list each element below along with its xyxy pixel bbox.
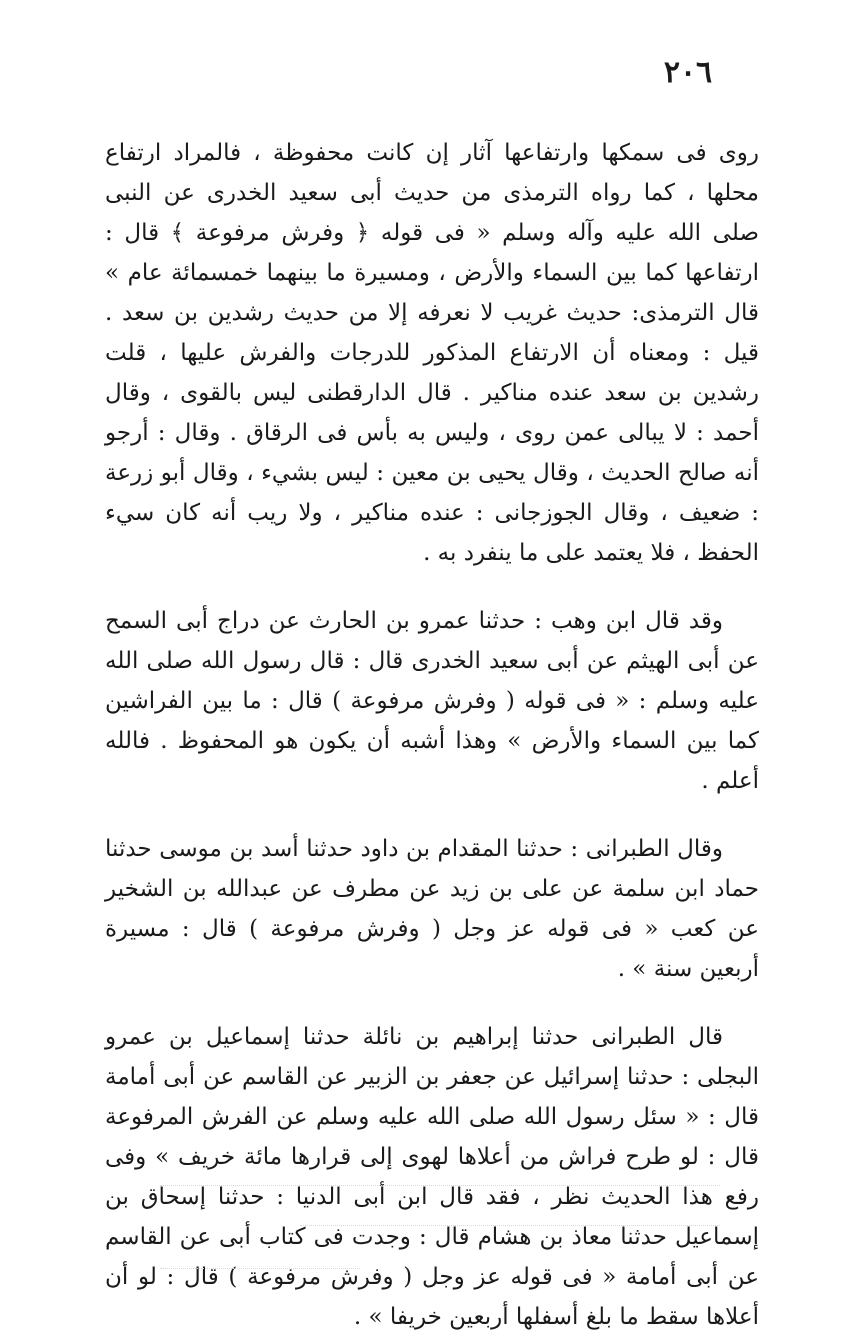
paragraph-1: روى فى سمكها وارتفاعها آثار إن كانت محفوظة ، فالمراد ارتفاع محلها ، كما رواه الترمذى من حديث أبى سعيد الخدرى عن النبى صلى الله عليه وآله وسلم « فى قوله ﴿ وفرش مرفوعة ﴾ قال : ارتفاعها كما بين السماء والأرض ، ومسيرة ما بينهما خمسمائة عام » قال الترمذى: حديث غريب لا نعرفه إلا من حديث رشدين بن سعد . قيل : ومعناه أن الارتفاع المذكور للدرجات والفرش عليها ، قلت رشدين بن سعد عنده مناكير . قال الدارقطنى ليس بالقوى ، وقال أحمد : لا يبالى عمن روى ، وليس به بأس فى الرقاق . وقال : أرجو أنه صالح الحديث ، وقال يحيى بن معين : ليس بشيء ، وقال أبو زرعة : ضعيف ، وقال الجوزجانى : عنده مناكير ، ولا ريب أنه كان سيء الحفظ ، فلا يعتمد على ما ينفرد به .: [105, 140, 759, 566]
paragraph-4: قال الطبرانى حدثنا إبراهيم بن نائلة حدثنا إسماعيل بن عمرو البجلى : حدثنا إسرائيل عن جعفر بن الزبير عن القاسم عن أبى أمامة قال : « سئل رسول الله صلى الله عليه وسلم عن الفرش المرفوعة قال : لو طرح فراش من أعلاها لهوى إلى قرارها مائة خريف » وفى رفع هذا الحديث نظر ، فقد قال ابن أبى الدنيا : حدثنا إسحاق بن إسماعيل حدثنا معاذ بن هشام قال : وجدت فى كتاب أبى عن القاسم عن أبى أمامة « فى قوله عز وجل ( وفرش مرفوعة ) قال : لو أن أعلاها سقط ما بلغ أسفلها أربعين خريفا » .: [105, 1024, 759, 1330]
body-text: [105, 133, 759, 1337]
bleed-through-mark: [160, 1268, 360, 1270]
page-number: ٢٠٦: [663, 55, 713, 90]
paragraph-2: وقد قال ابن وهب : حدثنا عمرو بن الحارث عن دراج أبى السمح عن أبى الهيثم عن أبى سعيد الخدرى قال : قال رسول الله صلى الله عليه وسلم : « فى قوله ( وفرش مرفوعة ) قال : ما بين الفراشين كما بين السماء والأرض » وهذا أشبه أن يكون هو المحفوظ . فالله أعلم .: [105, 608, 759, 794]
bleed-through-mark: [300, 1225, 720, 1227]
bleed-through-mark: [160, 1185, 720, 1187]
paragraph-3: وقال الطبرانى : حدثنا المقدام بن داود حدثنا أسد بن موسى حدثنا حماد ابن سلمة عن على بن زيد عن مطرف عن عبدالله بن الشخير عن كعب « فى قوله عز وجل ( وفرش مرفوعة ) قال : مسيرة أربعين سنة » .: [105, 836, 759, 982]
